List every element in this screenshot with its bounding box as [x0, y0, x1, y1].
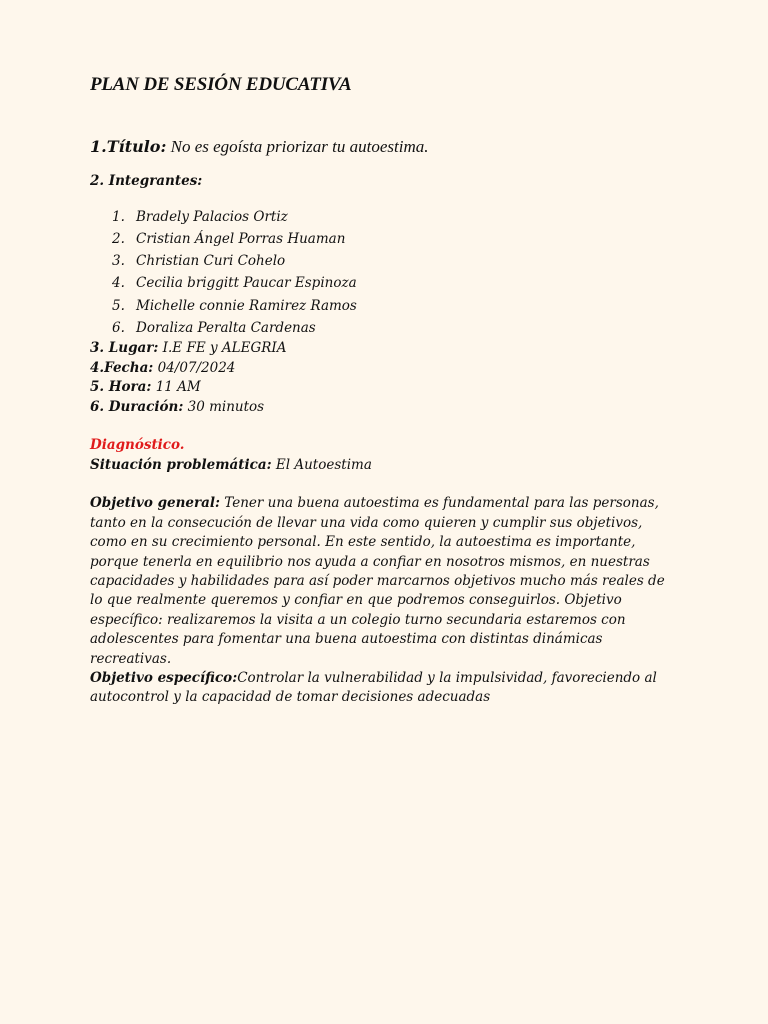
- member-name: Cristian Ángel Porras Huaman: [136, 230, 346, 247]
- list-item: [112, 317, 688, 339]
- session-info: [90, 339, 688, 417]
- list-item: [112, 206, 688, 228]
- list-item: [112, 272, 688, 294]
- objetivo-general-value: Tener una buena autoestima es fundamental para las personas, tanto en la consecución de llevar una vida como quieren y cumplir sus objetivos, como en su crecimiento personal. En este sentido, la autoestima es importante, porque tenerla en equilibrio nos ayuda a confiar en nosotros mismos, en nuestras capacidades y habilidades para así poder marcarnos objetivos mucho más reales de lo que realmente queremos y confiar en que podremos conseguirlos. Objetivo específico: realizaremos la visita a un colegio turno secundaria estaremos con adolescentes para fomentar una buena autoestima con distintas dinámicas recreativas.: [90, 495, 665, 667]
- lugar-value: I.E FE y ALEGRIA: [158, 340, 287, 357]
- member-name: Bradely Palacios Ortiz: [136, 208, 288, 225]
- objetivo-especifico-value: Controlar la vulnerabilidad y la impulsividad, favoreciendo al autocontrol y la capacidad de tomar decisiones adecuadas: [90, 669, 657, 706]
- duracion-value: 30 minutos: [183, 398, 265, 415]
- objetivo-especifico-paragraph: [90, 669, 680, 708]
- document-heading: PLAN DE SESIÓN EDUCATIVA: [90, 74, 352, 95]
- member-name: Cecilia briggitt Paucar Espinoza: [136, 275, 357, 292]
- title-label: 1.Título:: [90, 137, 167, 156]
- member-name: Christian Curi Cohelo: [136, 253, 286, 270]
- fecha-value: 04/07/2024: [153, 359, 236, 376]
- diagnostico-heading: Diagnóstico.: [90, 437, 185, 454]
- fecha-row: [90, 359, 688, 379]
- situacion-row: [90, 456, 688, 476]
- members-list: [90, 206, 688, 340]
- list-item-number: 1.: [112, 208, 125, 225]
- fecha-label: 4.Fecha:: [90, 359, 154, 376]
- list-item-number: 4.: [112, 275, 125, 292]
- list-item: [112, 295, 688, 317]
- duracion-label: 6. Duración:: [90, 398, 184, 415]
- hora-value: 11 AM: [151, 379, 201, 396]
- list-item-number: 5.: [112, 297, 125, 314]
- member-name: Doraliza Peralta Cardenas: [136, 319, 316, 336]
- lugar-row: [90, 339, 688, 359]
- spacer: [90, 475, 688, 494]
- hora-label: 5. Hora:: [90, 379, 152, 396]
- list-item: [112, 228, 688, 250]
- list-item: [112, 250, 688, 272]
- objetivo-general-paragraph: [90, 494, 680, 669]
- situacion-value: El Autoestima: [271, 456, 372, 473]
- lugar-label: 3. Lugar:: [90, 340, 159, 357]
- objetivo-especifico-label: Objetivo específico:: [90, 669, 238, 686]
- members-label: 2. Integrantes:: [90, 173, 203, 189]
- list-item-number: 3.: [112, 253, 125, 270]
- situacion-label: Situación problemática:: [90, 456, 272, 473]
- title-value: No es egoísta priorizar tu autoestima.: [166, 137, 429, 156]
- list-item-number: 2.: [112, 230, 125, 247]
- hora-row: [90, 378, 688, 398]
- list-item-number: 6.: [112, 319, 125, 336]
- members-heading: [90, 172, 688, 192]
- member-name: Michelle connie Ramirez Ramos: [136, 297, 357, 314]
- duracion-row: [90, 398, 688, 418]
- title-row: [90, 136, 688, 158]
- objetivo-general-label: Objetivo general:: [90, 495, 220, 512]
